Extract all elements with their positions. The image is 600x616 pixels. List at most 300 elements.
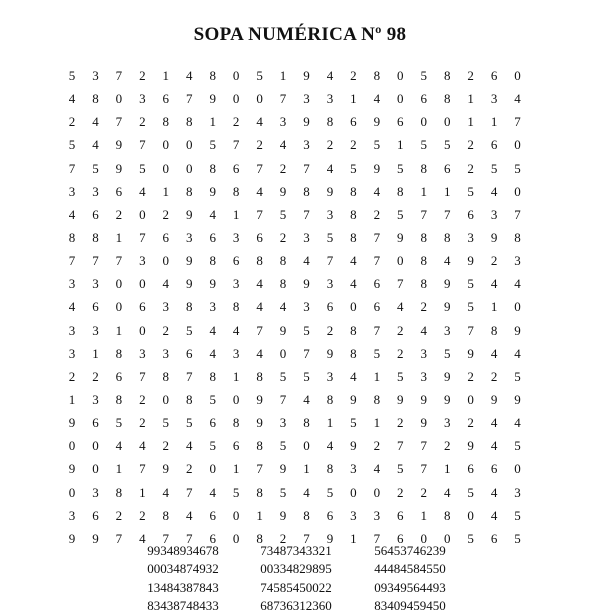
grid-cell: 5 [209, 137, 216, 153]
grid-cell: 8 [186, 299, 193, 315]
grid-cell: 3 [139, 345, 146, 361]
grid-cell: 6 [490, 137, 498, 153]
grid-cell: 2 [373, 438, 381, 454]
grid-cell: 4 [373, 91, 381, 107]
grid-cell: 1 [443, 461, 451, 477]
grid-cell: 6 [490, 461, 498, 477]
grid-cell: 7 [397, 438, 404, 454]
grid-cell: 8 [162, 114, 170, 130]
grid-cell: 7 [303, 530, 310, 546]
grid-cell: 8 [115, 484, 123, 500]
grid-cell: 7 [420, 206, 427, 222]
grid-cell: 0 [443, 114, 451, 130]
grid-cell: 8 [209, 253, 216, 269]
grid-cell: 6 [162, 91, 170, 107]
grid-cell: 3 [68, 507, 76, 523]
grid-cell: 4 [490, 484, 498, 500]
grid-cell: 6 [397, 507, 404, 523]
grid-cell: 5 [397, 368, 404, 384]
grid-cell: 0 [115, 91, 123, 107]
grid-cell: 7 [303, 345, 310, 361]
grid-cell: 8 [420, 229, 427, 245]
grid-cell: 1 [326, 415, 334, 431]
grid-cell: 1 [209, 114, 216, 130]
grid-cell: 5 [373, 137, 381, 153]
grid-cell: 8 [115, 391, 123, 407]
grid-cell: 6 [232, 438, 240, 454]
grid-cell: 8 [350, 229, 357, 245]
grid-cell: 1 [350, 530, 357, 546]
grid-cell: 5 [303, 368, 310, 384]
grid-cell: 2 [397, 322, 404, 338]
grid-cell: 7 [186, 368, 193, 384]
grid-cell: 1 [373, 415, 381, 431]
grid-cell: 8 [350, 183, 357, 199]
grid-cell: 8 [209, 68, 216, 83]
grid-cell: 6 [139, 299, 146, 315]
grid-cell: 4 [186, 68, 193, 83]
grid-cell: 9 [490, 229, 498, 245]
word-item: 68736312360 [260, 597, 332, 613]
word-item: 56453746239 [374, 543, 446, 558]
grid-cell: 3 [232, 276, 240, 292]
grid-cell: 1 [92, 345, 99, 361]
grid-cell: 5 [326, 484, 334, 500]
grid-cell: 8 [326, 114, 334, 130]
grid-cell: 7 [115, 114, 123, 130]
grid-cell: 4 [443, 253, 451, 269]
grid-cell: 7 [186, 484, 193, 500]
grid-cell: 3 [303, 91, 310, 107]
grid-cell: 2 [279, 530, 287, 546]
grid-cell: 5 [420, 68, 427, 83]
grid-cell: 8 [162, 507, 170, 523]
grid-cell: 4 [490, 276, 498, 292]
word-row [0, 597, 600, 615]
grid-cell: 2 [139, 507, 146, 523]
grid-cell: 1 [139, 484, 146, 500]
grid-cell: 0 [514, 68, 521, 83]
grid-cell: 4 [92, 137, 99, 153]
grid-cell: 4 [92, 114, 99, 130]
grid-cell: 9 [514, 322, 521, 338]
grid-cell: 6 [467, 206, 474, 222]
grid-cell: 9 [68, 530, 76, 546]
grid-cell: 9 [162, 461, 170, 477]
grid-cell: 7 [514, 206, 521, 222]
grid-cell: 0 [514, 299, 521, 315]
grid-cell: 3 [350, 507, 357, 523]
grid-cell: 2 [162, 322, 170, 338]
grid-cell: 9 [279, 461, 287, 477]
grid-cell: 2 [326, 137, 334, 153]
grid-cell: 1 [115, 229, 123, 245]
grid-cell: 0 [232, 91, 240, 107]
grid-cell: 1 [467, 91, 474, 107]
grid-cell: 3 [68, 322, 76, 338]
grid-cell: 3 [326, 206, 334, 222]
grid-cell: 3 [92, 322, 99, 338]
grid-cell: 3 [350, 461, 357, 477]
grid-cell: 4 [256, 183, 263, 199]
word-list [0, 542, 600, 615]
grid-cell: 9 [209, 276, 216, 292]
grid-cell: 3 [443, 322, 451, 338]
grid-cell: 6 [209, 507, 216, 523]
grid-cell: 7 [68, 253, 76, 269]
grid-cell: 7 [115, 253, 123, 269]
grid-cell: 6 [443, 160, 451, 176]
grid-cell: 7 [232, 137, 240, 153]
grid-cell: 2 [115, 507, 123, 523]
grid-cell: 7 [186, 91, 193, 107]
grid-cell: 0 [397, 91, 404, 107]
grid-cell: 8 [350, 206, 357, 222]
grid-cell: 7 [162, 530, 170, 546]
grid-cell: 1 [232, 461, 240, 477]
grid-cell: 4 [420, 322, 427, 338]
grid-cell: 0 [350, 299, 357, 315]
grid-cell: 8 [68, 229, 76, 245]
grid-cell: 5 [350, 415, 357, 431]
grid-cell: 2 [467, 137, 474, 153]
word-item: 09349564493 [374, 579, 446, 595]
grid-cell: 9 [68, 415, 76, 431]
grid-cell: 4 [68, 91, 76, 107]
grid-cell: 4 [303, 484, 310, 500]
grid-cell: 9 [209, 183, 216, 199]
grid-cell: 4 [279, 299, 287, 315]
grid-cell: 4 [397, 299, 404, 315]
grid-cell: 3 [420, 368, 427, 384]
grid-cell: 0 [373, 484, 381, 500]
grid-cell: 4 [162, 276, 170, 292]
grid-cell: 7 [326, 253, 334, 269]
grid-cell: 4 [490, 507, 498, 523]
grid-cell: 5 [186, 415, 193, 431]
grid-cell: 0 [186, 137, 193, 153]
grid-cell: 2 [467, 368, 474, 384]
grid-cell: 3 [373, 507, 381, 523]
grid-cell: 1 [443, 183, 451, 199]
grid-cell: 3 [279, 415, 287, 431]
grid-cell: 7 [256, 322, 263, 338]
grid-cell: 2 [115, 206, 123, 222]
grid-cell: 3 [92, 391, 99, 407]
grid-cell: 5 [256, 68, 263, 83]
grid-cell: 6 [467, 461, 474, 477]
grid-cell: 8 [92, 229, 99, 245]
grid-cell: 4 [186, 438, 193, 454]
grid-cell: 4 [139, 183, 146, 199]
grid-cell: 4 [186, 507, 193, 523]
grid-cell: 2 [326, 322, 334, 338]
grid-cell: 0 [467, 507, 474, 523]
grid-cell: 6 [373, 276, 381, 292]
grid-cell: 7 [420, 461, 427, 477]
grid-cell: 5 [326, 229, 334, 245]
grid-cell: 3 [209, 299, 216, 315]
grid-cell: 4 [303, 391, 310, 407]
grid-cell: 1 [232, 206, 240, 222]
grid-cell: 6 [92, 299, 99, 315]
grid-cell: 9 [303, 276, 310, 292]
grid-cell: 9 [443, 276, 451, 292]
grid-cell: 4 [162, 484, 170, 500]
grid-cell: 6 [162, 229, 170, 245]
grid-cell: 8 [326, 461, 334, 477]
grid-cell: 5 [467, 484, 474, 500]
word-item: 73487343321 [260, 543, 332, 558]
grid-cell: 5 [92, 160, 99, 176]
grid-cell: 3 [162, 345, 170, 361]
grid-cell: 7 [186, 530, 193, 546]
grid-cell: 8 [443, 229, 451, 245]
grid-cell: 4 [232, 322, 240, 338]
grid-cell: 0 [350, 484, 357, 500]
grid-cell: 9 [467, 345, 474, 361]
grid-cell: 1 [490, 114, 498, 130]
grid-cell: 6 [256, 229, 263, 245]
grid-cell: 9 [467, 253, 474, 269]
grid-cell: 0 [162, 391, 170, 407]
grid-cell: 9 [115, 137, 123, 153]
grid-cell: 0 [397, 253, 404, 269]
grid-cell: 7 [139, 229, 146, 245]
grid-cell: 4 [303, 253, 310, 269]
grid-cell: 1 [490, 299, 498, 315]
grid-cell: 0 [209, 461, 216, 477]
grid-cell: 8 [256, 253, 263, 269]
grid-cell: 7 [115, 530, 123, 546]
grid-cell: 4 [279, 137, 287, 153]
grid-cell: 7 [373, 253, 381, 269]
grid-cell: 4 [326, 68, 334, 83]
grid-cell: 6 [420, 91, 427, 107]
grid-cell: 8 [209, 160, 216, 176]
grid-cell: 0 [139, 322, 146, 338]
grid-cell: 8 [232, 183, 240, 199]
grid-cell: 2 [397, 345, 404, 361]
grid-cell: 5 [443, 137, 451, 153]
grid-cell: 0 [92, 461, 99, 477]
grid-cell: 4 [256, 345, 263, 361]
grid-cell: 3 [420, 345, 427, 361]
grid-cell: 7 [279, 391, 287, 407]
grid-cell: 0 [162, 137, 170, 153]
grid-cell: 3 [92, 276, 99, 292]
grid-cell: 8 [303, 183, 310, 199]
grid-cell: 1 [303, 461, 310, 477]
grid-cell: 8 [256, 484, 263, 500]
grid-cell: 9 [303, 114, 310, 130]
grid-cell: 0 [139, 206, 146, 222]
word-item: 74585450022 [260, 579, 332, 595]
grid-cell: 9 [350, 438, 357, 454]
grid-cell: 8 [303, 415, 310, 431]
grid-cell: 3 [92, 484, 99, 500]
grid-cell: 5 [350, 160, 357, 176]
grid-cell: 9 [467, 438, 474, 454]
grid-cell: 5 [420, 137, 427, 153]
grid-cell: 0 [162, 160, 170, 176]
grid-cell: 8 [514, 229, 521, 245]
grid-cell: 8 [209, 368, 216, 384]
grid-cell: 8 [443, 68, 451, 83]
grid-cell: 4 [115, 438, 123, 454]
grid-cell: 0 [92, 438, 99, 454]
grid-cell: 8 [279, 253, 287, 269]
grid-cell: 9 [279, 183, 287, 199]
grid-cell: 3 [162, 299, 170, 315]
grid-cell: 9 [373, 114, 381, 130]
word-item: 83438748433 [147, 597, 219, 613]
grid-cell: 7 [373, 530, 381, 546]
grid-cell: 1 [420, 507, 427, 523]
grid-cell: 0 [115, 299, 123, 315]
grid-cell: 4 [256, 299, 263, 315]
grid-cell: 2 [68, 368, 76, 384]
grid-cell: 8 [326, 391, 334, 407]
grid-cell: 8 [443, 507, 451, 523]
grid-cell: 7 [397, 276, 404, 292]
grid-cell: 1 [420, 183, 427, 199]
grid-cell: 5 [490, 160, 498, 176]
grid-cell: 5 [209, 438, 216, 454]
word-row [0, 579, 600, 597]
grid-cell: 9 [209, 91, 216, 107]
grid-cell: 0 [162, 253, 170, 269]
grid-cell: 8 [186, 391, 193, 407]
grid-cell: 9 [420, 391, 427, 407]
grid-cell: 6 [209, 415, 216, 431]
grid-cell: 6 [92, 507, 99, 523]
word-item: 83409459450 [374, 597, 446, 613]
grid-cell: 5 [514, 160, 521, 176]
word-row [0, 560, 600, 578]
grid-cell: 7 [373, 322, 381, 338]
grid-cell: 9 [186, 253, 193, 269]
grid-cell: 5 [279, 484, 287, 500]
grid-cell: 1 [115, 461, 123, 477]
grid-cell: 2 [139, 68, 146, 83]
grid-cell: 3 [490, 91, 498, 107]
grid-cell: 9 [373, 160, 381, 176]
grid-cell: 5 [279, 438, 287, 454]
grid-cell: 5 [397, 206, 404, 222]
grid-cell: 3 [326, 91, 334, 107]
grid-cell: 6 [209, 229, 216, 245]
grid-cell: 9 [279, 507, 287, 523]
grid-cell: 2 [490, 368, 498, 384]
grid-cell: 1 [232, 368, 240, 384]
grid-cell: 5 [139, 160, 146, 176]
grid-cell: 3 [279, 114, 287, 130]
grid-cell: 3 [68, 183, 76, 199]
grid-cell: 2 [467, 415, 474, 431]
grid-cell: 7 [420, 438, 427, 454]
grid-cell: 6 [232, 160, 240, 176]
grid-cell: 4 [68, 206, 76, 222]
grid-cell: 9 [256, 415, 263, 431]
grid-cell: 5 [279, 368, 287, 384]
grid-cell: 6 [326, 299, 334, 315]
grid-cell: 5 [373, 345, 381, 361]
grid-cell: 2 [162, 206, 170, 222]
grid-cell: 4 [139, 438, 146, 454]
grid-cell: 2 [420, 484, 427, 500]
grid-cell: 1 [373, 368, 381, 384]
grid-cell: 8 [256, 368, 263, 384]
grid-cell: 6 [92, 206, 99, 222]
grid-cell: 4 [209, 484, 216, 500]
grid-cell: 9 [443, 391, 451, 407]
word-row [0, 542, 600, 560]
grid-cell: 2 [92, 368, 99, 384]
grid-cell: 6 [397, 530, 404, 546]
grid-cell: 3 [68, 345, 76, 361]
grid-cell: 2 [232, 114, 240, 130]
grid-cell: 4 [514, 276, 521, 292]
grid-cell: 2 [186, 461, 193, 477]
grid-cell: 0 [115, 276, 123, 292]
grid-cell: 8 [303, 507, 310, 523]
grid-cell: 3 [232, 345, 240, 361]
grid-cell: 5 [115, 415, 123, 431]
grid-cell: 4 [209, 345, 216, 361]
grid-cell: 9 [92, 530, 99, 546]
grid-cell: 4 [373, 461, 381, 477]
grid-cell: 8 [420, 276, 427, 292]
grid-cell: 7 [92, 253, 99, 269]
grid-cell: 1 [115, 322, 123, 338]
grid-cell: 0 [232, 391, 240, 407]
grid-cell: 0 [232, 507, 240, 523]
grid-cell: 7 [139, 461, 146, 477]
grid-cell: 5 [443, 345, 451, 361]
grid-cell: 9 [186, 206, 193, 222]
grid-cell: 2 [279, 160, 287, 176]
grid-cell: 5 [68, 137, 76, 153]
grid-cell: 1 [68, 391, 76, 407]
grid-cell: 8 [373, 68, 381, 83]
grid-cell: 8 [350, 345, 357, 361]
word-item: 99348934678 [147, 543, 219, 558]
grid-cell: 9 [350, 391, 357, 407]
grid-cell: 0 [467, 391, 474, 407]
grid-cell: 5 [514, 530, 521, 546]
grid-cell: 8 [373, 391, 381, 407]
grid-cell: 7 [256, 206, 263, 222]
grid-cell: 2 [420, 299, 427, 315]
grid-cell: 0 [186, 160, 193, 176]
grid-cell: 4 [514, 415, 521, 431]
grid-cell: 7 [443, 206, 451, 222]
grid-cell: 8 [420, 160, 427, 176]
grid-cell: 9 [443, 299, 451, 315]
grid-cell: 5 [467, 299, 474, 315]
grid-cell: 5 [209, 391, 216, 407]
grid-cell: 1 [256, 507, 263, 523]
grid-cell: 0 [68, 484, 76, 500]
grid-cell: 4 [373, 183, 381, 199]
grid-cell: 1 [397, 137, 404, 153]
grid-cell: 3 [139, 253, 146, 269]
grid-cell: 6 [490, 530, 498, 546]
grid-cell: 6 [373, 299, 381, 315]
grid-cell: 6 [115, 183, 123, 199]
grid-cell: 3 [490, 206, 498, 222]
